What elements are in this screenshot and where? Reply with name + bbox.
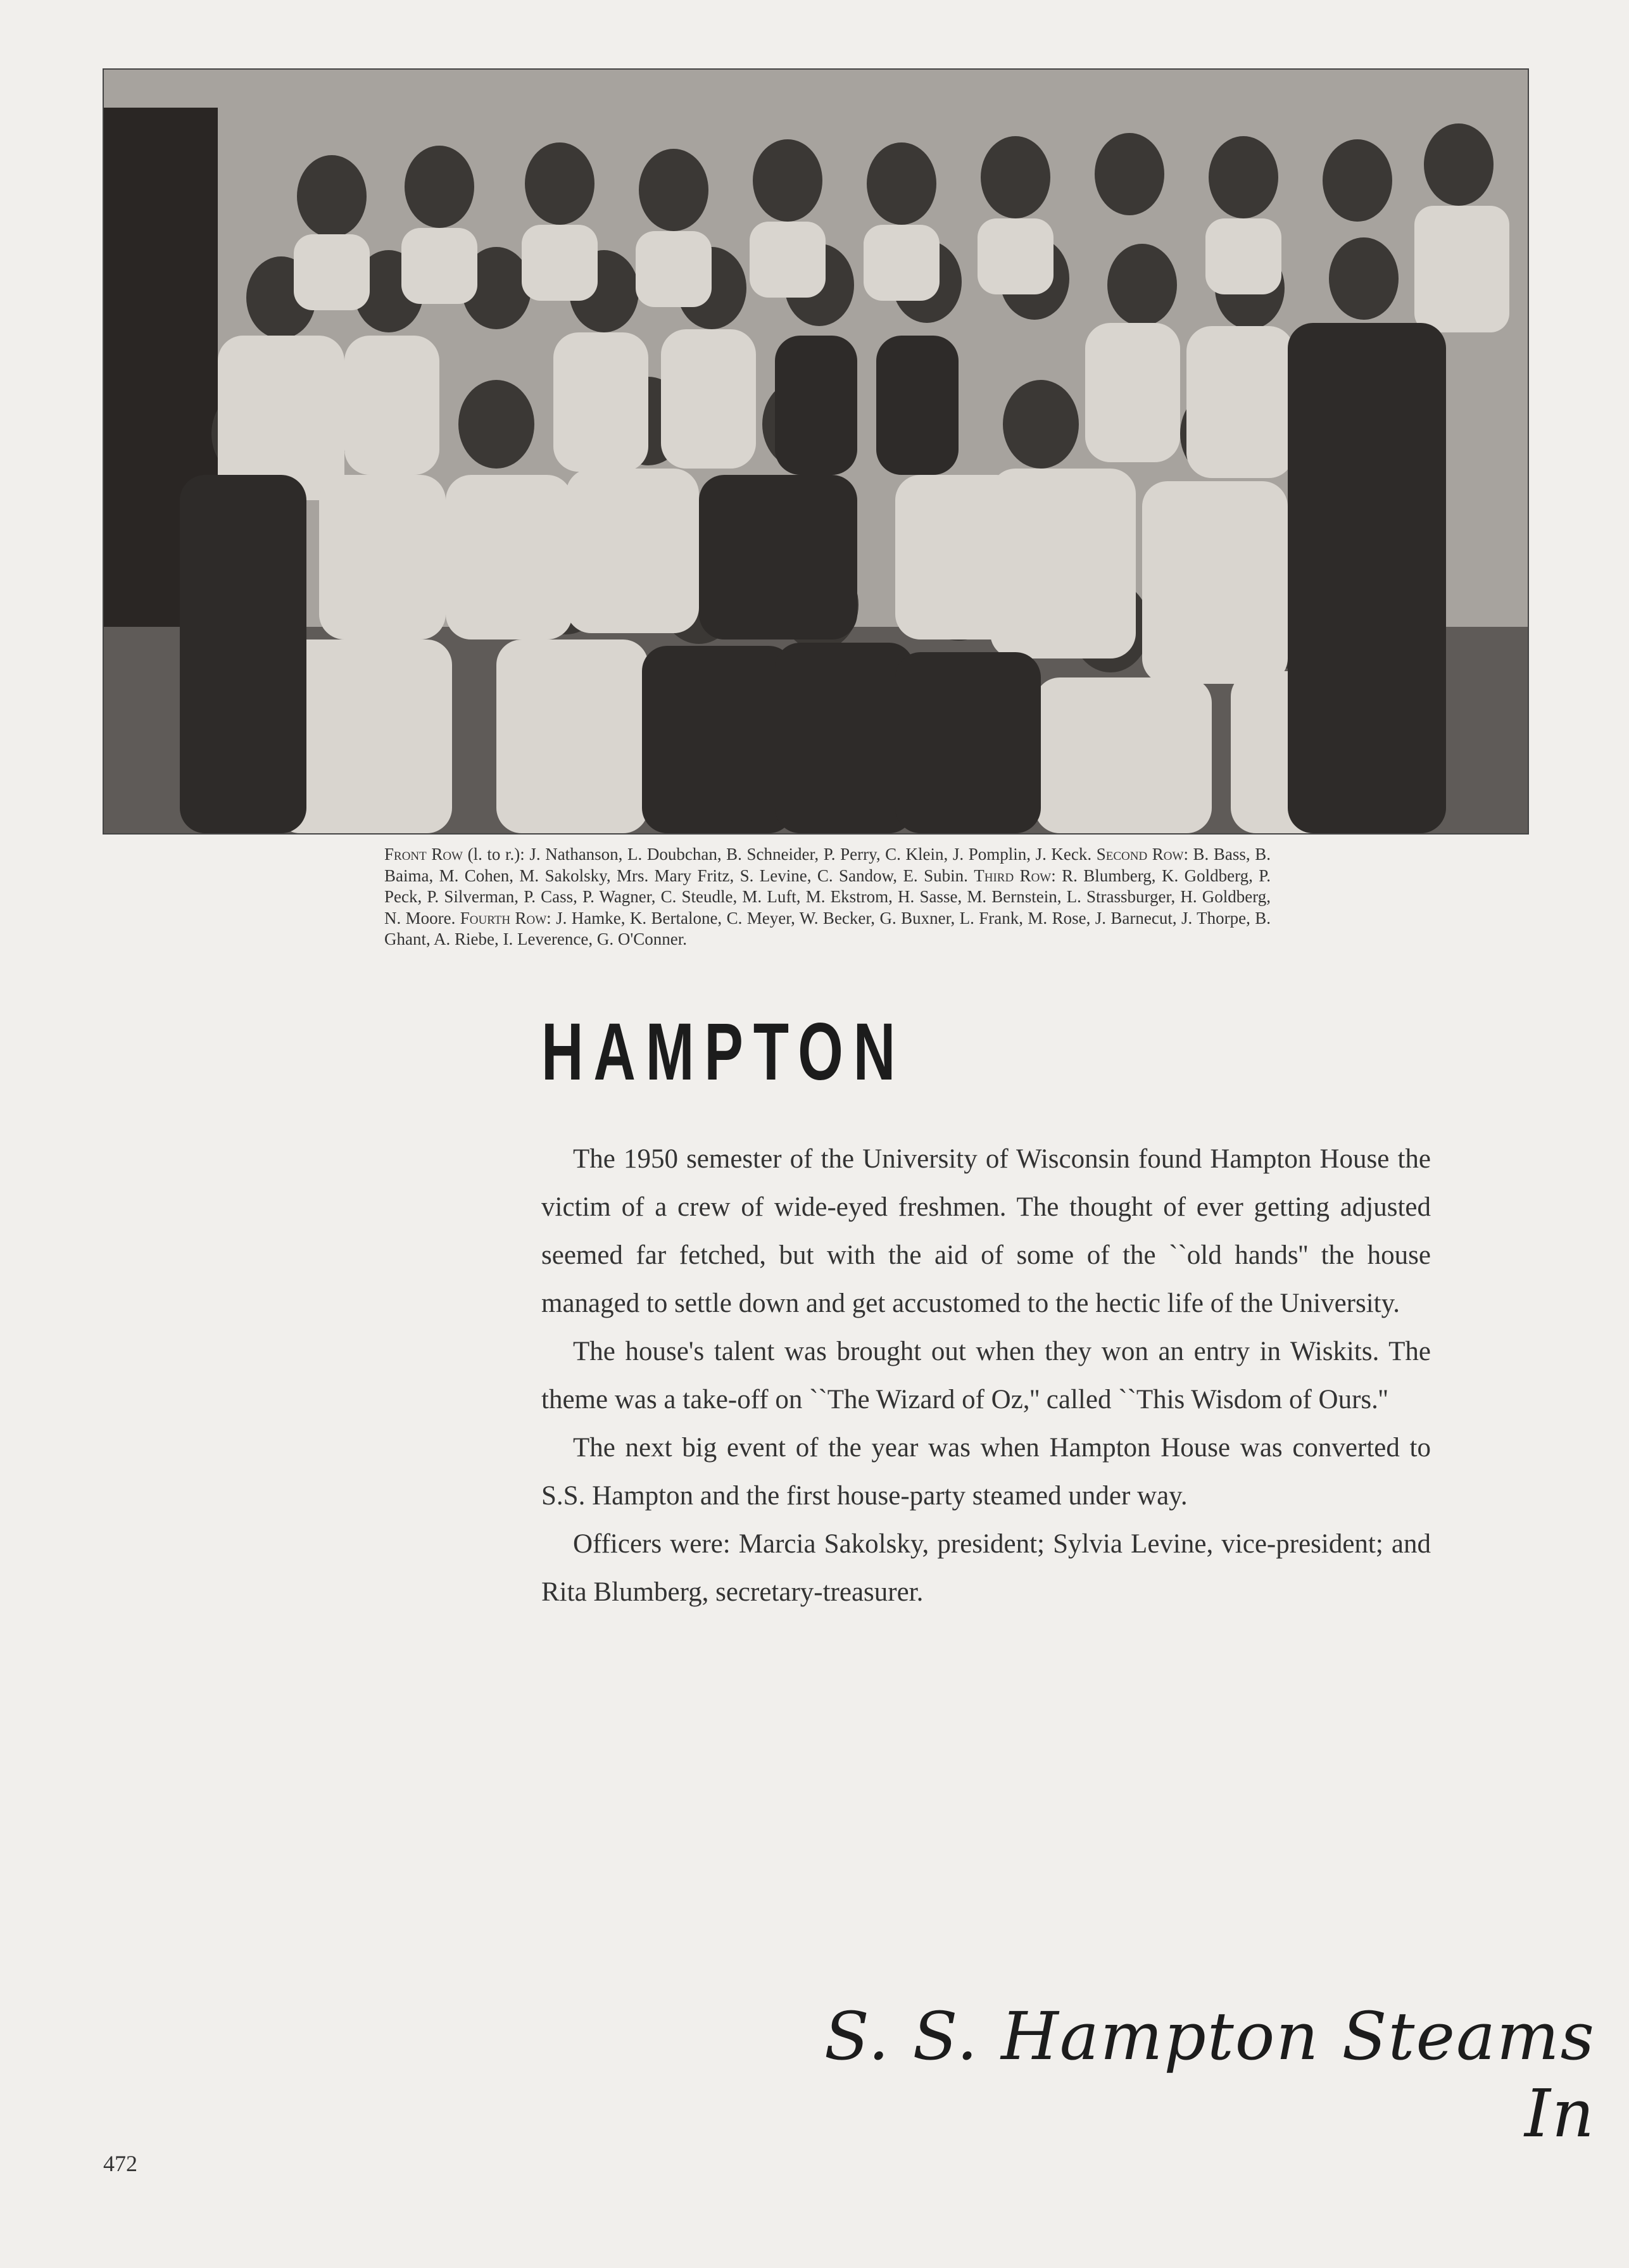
tagline: S. S. Hampton Steams In xyxy=(824,1998,1595,2152)
paragraph: Officers were: Marcia Sakolsky, president; Sylvia Levine, vice-president; and Rita Blumberg, secretary-treasurer. xyxy=(541,1529,1431,1607)
photo-caption xyxy=(384,844,1271,950)
group-photo xyxy=(103,68,1529,835)
article-body xyxy=(541,1135,1431,1616)
caption-second-row-label: Second Row xyxy=(1096,845,1184,864)
caption-third-row-names: : R. Blumberg, K. Goldberg, P. Peck, P. Silverman, P. Cass, P. Wagner, C. Steudle, M. Luft, M. Ekstrom, H. Sasse, M. Bernstein, L. Strassburger, H. Goldberg, N. Moore. xyxy=(384,866,1271,928)
page-title: HAMPTON xyxy=(541,1007,906,1097)
caption-second-row-names: : B. Bass, B. Baima, M. Cohen, M. Sakolsky, Mrs. Mary Fritz, S. Levine, C. Sandow, E. Subin. xyxy=(384,845,1271,885)
paragraph: The next big event of the year was when Hampton House was converted to S.S. Hampton and the first house-party steamed under way. xyxy=(541,1433,1431,1511)
group-photo-icon xyxy=(104,70,1528,833)
caption-front-row-label: Front Row xyxy=(384,845,463,864)
paragraph: The house's talent was brought out when they won an entry in Wiskits. The theme was a take-off on ``The Wizard of Oz,'' called ``This Wisdom of Ours.'' xyxy=(541,1337,1431,1414)
caption-front-row-names: (l. to r.): J. Nathanson, L. Doubchan, B. Schneider, P. Perry, C. Klein, J. Pomplin, J. Keck. xyxy=(463,845,1097,864)
caption-fourth-row-names: : J. Hamke, K. Bertalone, C. Meyer, W. Becker, G. Buxner, L. Frank, M. Rose, J. Barnecut, J. Thorpe, B. Ghant, A. Riebe, I. Leverence, G. O'Conner. xyxy=(384,908,1271,948)
page-number: 472 xyxy=(103,2151,137,2176)
paragraph: The 1950 semester of the University of Wisconsin found Hampton House the victim of a crew of wide-eyed freshmen. The thought of ever getting adjusted seemed far fetched, but with the aid of some of the ``old hands'' the house managed to settle down and get accustomed to the hectic life of the University. xyxy=(541,1144,1431,1318)
caption-third-row-label: Third Row xyxy=(974,866,1052,885)
caption-fourth-row-label: Fourth Row xyxy=(460,908,547,928)
